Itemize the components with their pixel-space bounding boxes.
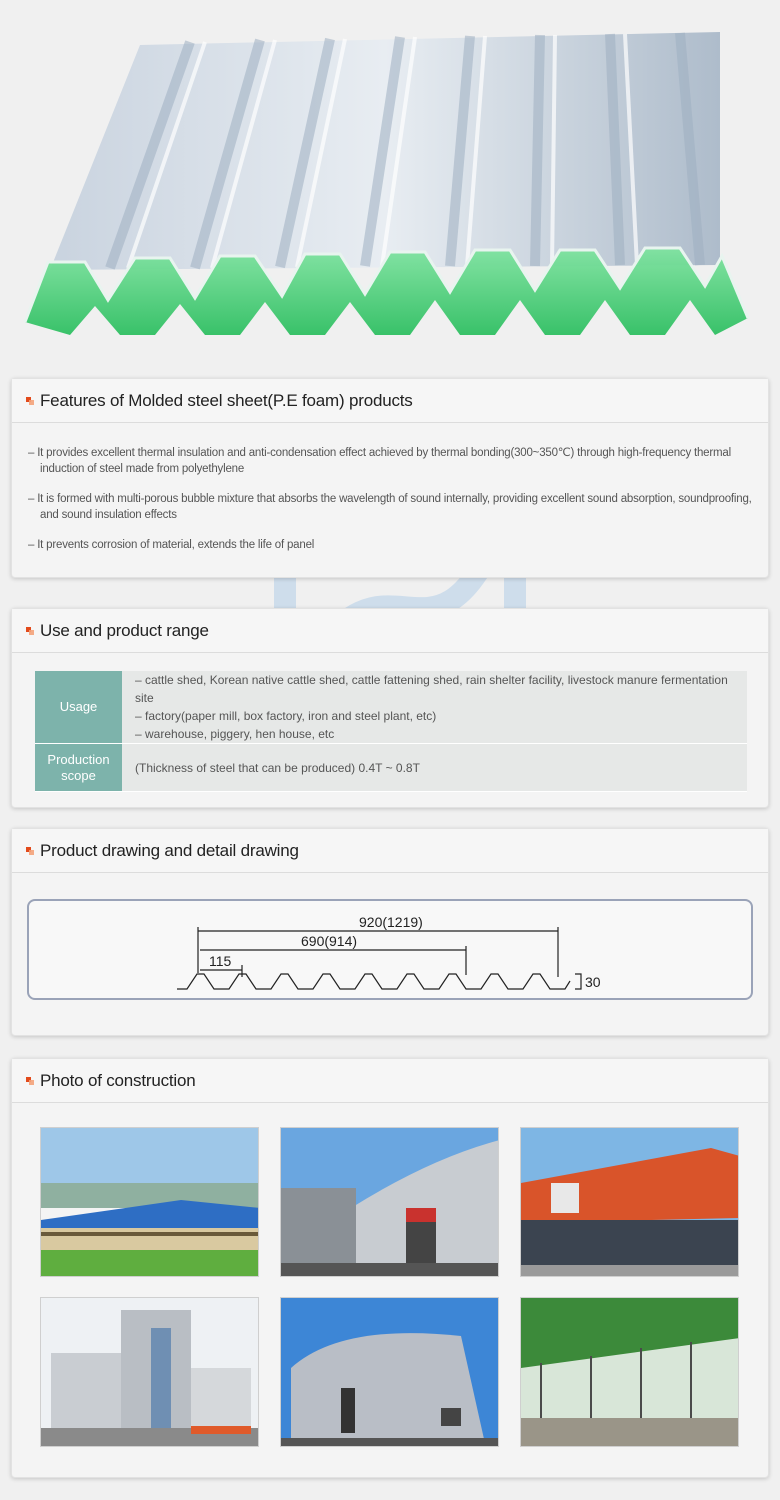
features-panel (11, 378, 769, 578)
feature-item: – It provides excellent thermal insulation and anti-condensation effect achieved by thermal bonding(300~350℃) through high-frequency thermal induction of steel made from polyethylene (28, 447, 731, 475)
usage-label: Usage (35, 671, 122, 744)
production-scope-value: (Thickness of steel that can be produced) 0.4T ~ 0.8T (122, 744, 747, 792)
features-list (12, 423, 768, 553)
usage-line: – cattle shed, Korean native cattle shed, cattle fattening shed, rain shelter facility, livestock manure fermentation site (135, 673, 728, 705)
square-bullet-icon (26, 627, 34, 635)
photos-title: Photo of construction (40, 1070, 196, 1090)
usage-value (122, 671, 747, 744)
office-building-photo[interactable] (40, 1297, 259, 1447)
profile-line (177, 974, 570, 989)
silver-arched-warehouse-photo[interactable] (280, 1297, 499, 1447)
usage-panel (11, 608, 769, 808)
photos-panel (11, 1058, 769, 1478)
usage-line: – warehouse, piggery, hen house, etc (135, 727, 335, 741)
drawing-header (12, 829, 768, 873)
usage-table (35, 671, 747, 792)
profile-drawing (29, 901, 751, 998)
feature-item: – It prevents corrosion of material, extends the life of panel (28, 539, 315, 551)
square-bullet-icon (26, 1077, 34, 1085)
photos-header (12, 1059, 768, 1103)
dim-height-label: 30 (585, 974, 601, 990)
production-scope-label: Production scope (35, 744, 122, 792)
usage-header (12, 609, 768, 653)
features-title: Features of Molded steel sheet(P.E foam) products (40, 390, 413, 410)
square-bullet-icon (26, 847, 34, 855)
table-row (35, 744, 747, 792)
dim-pitch-label: 115 (209, 953, 232, 969)
features-header (12, 379, 768, 423)
dim-total-label: 920(1219) (359, 914, 423, 930)
feature-item: – It is formed with multi-porous bubble mixture that absorbs the wavelength of sound internally, providing excellent sound absorption, soundproofing, and sound insulation effects (28, 493, 752, 521)
drawing-panel (11, 828, 769, 1036)
blue-roof-cattle-shed-photo[interactable] (40, 1127, 259, 1277)
green-roof-shed-interior-photo[interactable] (520, 1297, 739, 1447)
dim-effective-label: 690(914) (301, 933, 358, 949)
drawing-title: Product drawing and detail drawing (40, 840, 299, 860)
square-bullet-icon (26, 397, 34, 405)
table-row (35, 671, 747, 744)
hero-product-image (0, 0, 780, 360)
drawing-box (27, 899, 753, 1000)
orange-facade-building-photo[interactable] (520, 1127, 739, 1277)
usage-title: Use and product range (40, 620, 209, 640)
silver-curved-factory-photo[interactable] (280, 1127, 499, 1277)
usage-line: – factory(paper mill, box factory, iron and steel plant, etc) (135, 709, 437, 723)
